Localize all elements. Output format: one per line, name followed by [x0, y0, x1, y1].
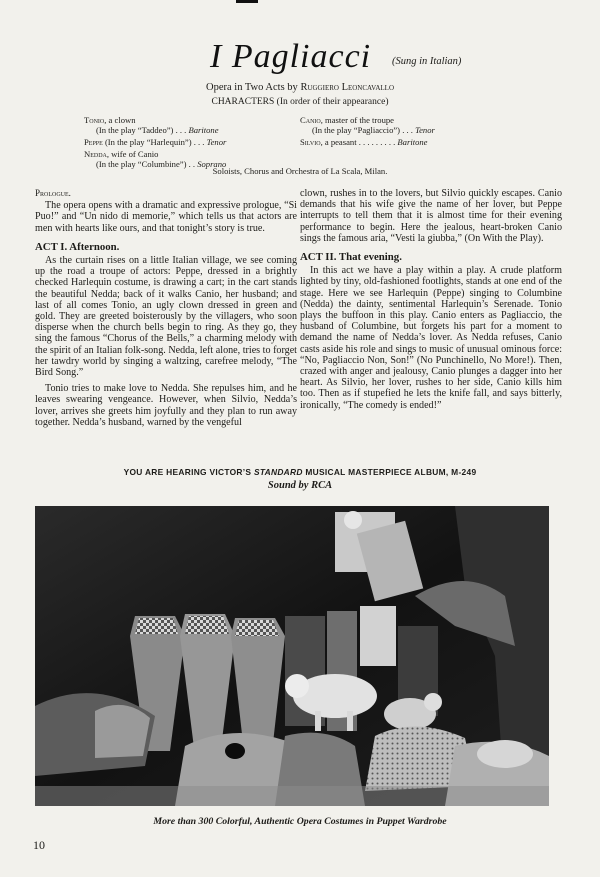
act1-continuation: clown, rushes in to the lovers, but Silvio quickly escapes. Canio demands that his wife give the name of her lover, but Peppe interrupts to tell them that it is almost time for their evening performance to begin. Here the jealous, heart-broken Canio sings the famous aria, “Vesti la giubba,” (On With the Play). — [300, 188, 562, 244]
cast-entry — [300, 137, 530, 147]
character-name: Canio — [300, 115, 321, 125]
character-name: Tonio — [84, 115, 105, 125]
album-series: STANDARD — [253, 467, 303, 477]
synopsis-column-left — [35, 188, 297, 428]
sung-language-note: (Sung in Italian) — [392, 56, 462, 67]
act2-heading: ACT II. That evening. — [300, 251, 402, 264]
cast-entry — [84, 137, 294, 147]
cast-entry — [300, 115, 530, 135]
character-name: Peppe — [84, 137, 103, 147]
character-role-in-play: (In the play “Pagliaccio”) . . . — [312, 125, 416, 135]
album-suffix: MUSICAL MASTERPIECE ALBUM, M-249 — [302, 467, 477, 477]
character-role-in-play: (In the play “Columbine”) . . — [96, 159, 198, 169]
photo-illustration — [35, 506, 549, 806]
act1-paragraph: Tonio tries to make love to Nedda. She repulses him, and he leaves swearing vengeance. However, when Silvio, Nedda’s lover, arrives she greets him joyfully and they plan to run away together. Nedda’s husband, warned by the vengeful — [35, 383, 297, 428]
page-number: 10 — [33, 838, 45, 852]
puppet-costumes-photo — [35, 506, 549, 806]
cast-list-right — [300, 115, 530, 149]
photo-caption: More than 300 Colorful, Authentic Opera Costumes in Puppet Wardrobe — [153, 816, 447, 827]
performers-line: Soloists, Chorus and Orchestra of La Scala, Milan. — [212, 166, 388, 176]
prologue-paragraph: The opera opens with a dramatic and expressive prologue, “Si Puo!” and “Un nido di memorie,” which tells us that actors are men with hearts like ours, and that tonight’s story is true. — [35, 200, 297, 234]
act1-heading: ACT I. Afternoon. — [35, 240, 120, 253]
character-desc: , master of the troupe — [320, 115, 394, 125]
character-desc: (In the play “Harlequin”) . . . — [102, 137, 207, 147]
album-prefix: YOU ARE HEARING VICTOR’S — [123, 467, 254, 477]
act2-paragraph: In this act we have a play within a play. A crude platform lighted by tiny, old-fashioned footlights, stands at one end of the stage. Here we see Harlequin (Peppe) singing to Columbine (Nedda) the dainty, sentimental Harlequin’s Serenade. Tonio plays the buffoon in this play. Canio enters as Pagliaccio, the husband of Columbine, but forgets his part for a moment to demand the name of Nedda’s lover. As Nedda refuses, Canio casts aside his role and sings to music of unusual ominous force: “No, Pagliaccio Non, Son!” (No Punchinello, No More!). Then, crazed with anger and jealousy, Canio plunges a dagger into her heart. As Silvio, her lover, rushes to her side, Canio kills him too. Then as if stupefied he lets the knife fall, and says bitterly, ironically, “The comedy is ended!” — [300, 265, 562, 411]
voice-type: Tenor — [415, 125, 435, 135]
opera-subtitle — [0, 82, 600, 93]
character-role-in-play: (In the play “Taddeo”) . . . — [96, 125, 189, 135]
album-notice — [0, 467, 600, 477]
cast-entry — [84, 115, 294, 135]
voice-type: Tenor — [206, 137, 227, 147]
sound-credit: Sound by RCA — [267, 480, 333, 491]
prologue-heading: Prologue. — [35, 188, 71, 198]
act1-paragraph: As the curtain rises on a little Italian village, we see coming up the road a troupe of actors: Peppe, dressed in a brightly checked Harlequin costume, is drawing a cart; in the cart stands the beautiful Nedda; back of it walks Canio, her husband; and last of all comes Tonio, an ugly clown dressed in green and gold. They are greeted boisterously by the villagers, who soon disperse when the church bells begin to ring. As they go, they sing the famous “Chorus of the Bells,” a charming melody with the spirit of an Italian folk-song. Nedda, left alone, tries to forget her tawdry world by singing a waltzing, carefree melody, “The Bird Song.” — [35, 255, 297, 379]
character-desc: , wife of Canio — [106, 149, 159, 159]
opera-title: I Pagliacci — [210, 38, 372, 75]
voice-type: Baritone — [188, 125, 219, 135]
voice-type: Soprano — [197, 159, 227, 169]
character-name: Silvio — [300, 137, 321, 147]
character-desc: , a clown — [104, 115, 136, 125]
top-rule — [236, 0, 258, 3]
title-row — [0, 38, 600, 82]
character-desc: , a peasant . . . . . . . . . — [320, 137, 398, 147]
composer-name: Ruggiero Leoncavallo — [300, 82, 394, 93]
characters-heading: CHARACTERS (In order of their appearance) — [211, 97, 389, 107]
subtitle-prefix: Opera in Two Acts by — [206, 82, 301, 93]
synopsis-column-right — [300, 188, 562, 411]
cast-list-left — [84, 115, 294, 171]
voice-type: Baritone — [397, 137, 428, 147]
character-name: Nedda — [84, 149, 107, 159]
